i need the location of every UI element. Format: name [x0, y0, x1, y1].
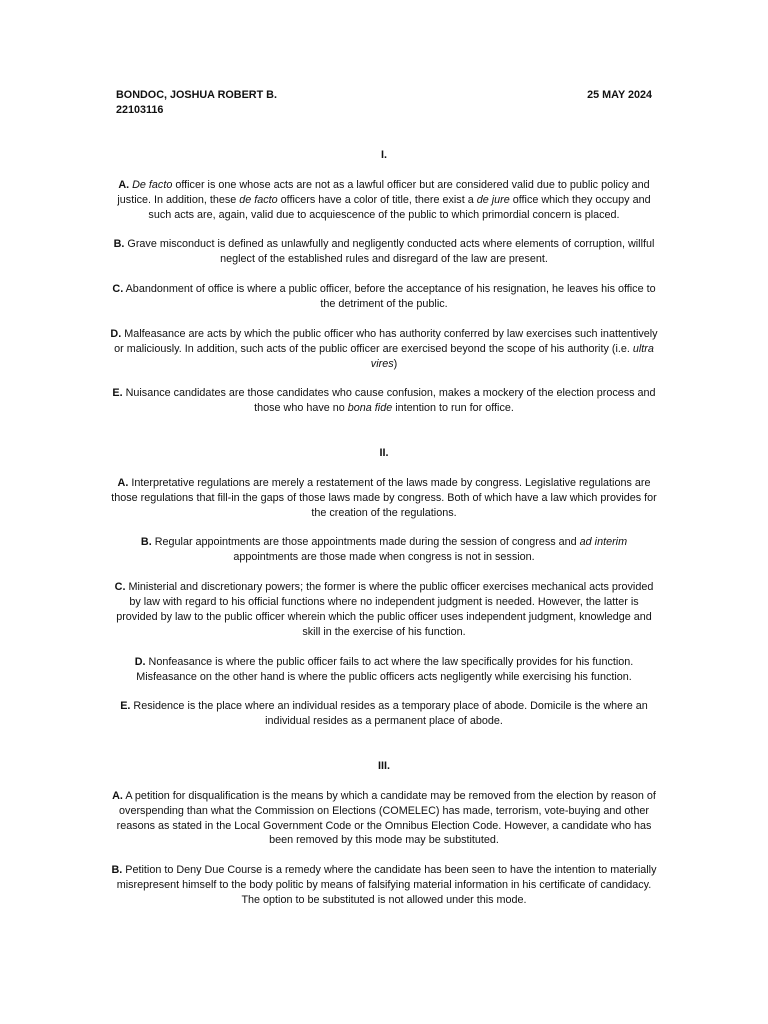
document-body	[110, 148, 658, 923]
paragraph-text: Petition to Deny Due Course is a remedy where the candidate has been seen to have the intention to materially misrepresent himself to the body politic by means of falsifying material information in his certificate of candidacy. The option to be substituted is not allowed under this mode.	[116, 864, 657, 907]
paragraph-text: Regular appointments are those appointments made during the session of congress and	[151, 536, 580, 549]
section-heading: I.	[381, 149, 387, 161]
paragraph-text: Nonfeasance is where the public officer fails to act where the law specifically provides for his function. Misfeasance on the other hand is where the public officers acts negligently while exercising his function.	[136, 655, 634, 683]
italic-term: de jure	[476, 193, 510, 206]
paragraph-text: Abandonment of office is where a public officer, before the acceptance of his resignation, he leaves his office to the detriment of the public.	[123, 283, 656, 311]
paragraph-text: office which they occupy and such acts are, again, valid due to acquiescence of the public to which primordial concern is placed.	[148, 193, 651, 221]
italic-term: de facto	[239, 193, 278, 206]
item-letter: E.	[120, 700, 131, 713]
item-letter: C.	[114, 581, 126, 594]
paragraph-text: Grave misconduct is defined as unlawfully and negligently conducted acts where elements of corruption, willful neglect of the established rules and disregard of the law are present.	[124, 238, 655, 266]
student-id: 22103116	[116, 104, 164, 116]
paragraph-text: officers have a color of title, there exist a	[277, 193, 477, 206]
answer-paragraph	[110, 789, 658, 849]
paragraph-text: Malfeasance are acts by which the public officer who has authority conferred by law exercises such inattentively or maliciously. In addition, such acts of the public officer are exercised beyond the scope of his authority (i.e.	[114, 327, 658, 355]
item-letter: C.	[112, 283, 124, 296]
author-name: BONDOC, JOSHUA ROBERT B.	[116, 89, 277, 101]
answer-paragraph	[110, 386, 658, 416]
italic-term: ultra vires	[370, 342, 654, 370]
answer-paragraph	[110, 863, 658, 908]
paragraph-text: Ministerial and discretionary powers; the former is where the public officer exercises mechanical acts provided by law with regard to his official functions where no independent judgment is needed. However, the latter is provided by law to the public officer wherein which the public officer uses independent judgment, knowledge and skill in the exercise of his function.	[116, 581, 654, 638]
section-heading: III.	[378, 759, 390, 772]
paragraph-text: )	[393, 357, 398, 370]
paragraph-text: Nuisance candidates are those candidates who cause confusion, makes a mockery of the election process and those who have no	[122, 387, 656, 415]
answer-paragraph	[110, 699, 658, 729]
answer-paragraph	[110, 282, 658, 312]
paragraph-text: appointments are those made when congress is not in session.	[233, 551, 535, 564]
paragraph-text: A petition for disqualification is the means by which a candidate may be removed from the election by reason of overspending than what the Commission on Elections (COMELEC) has made, terrorism, vote-buying and other reasons as stated in the Local Government Code or the Omnibus Election Code. However, a candidate who has been removed by this mode may be substituted.	[116, 789, 656, 847]
header-row	[116, 88, 652, 103]
item-letter: D.	[110, 327, 122, 340]
italic-term: bona fide	[347, 402, 393, 415]
section	[110, 446, 658, 759]
section-spacer	[110, 431, 658, 446]
answer-paragraph	[110, 655, 658, 685]
section-spacer	[110, 744, 658, 759]
item-letter: B.	[113, 238, 125, 251]
italic-term: De facto	[132, 178, 173, 191]
document-date: 25 MAY 2024	[587, 89, 652, 101]
italic-term: ad interim	[579, 536, 628, 549]
answer-paragraph	[110, 580, 658, 640]
paragraph-text: Residence is the place where an individual resides as a temporary place of abode. Domicile is the where an individual resides as a permanent place of abode.	[130, 700, 648, 728]
document-header	[116, 88, 652, 118]
item-letter: E.	[112, 387, 123, 400]
answer-paragraph	[110, 327, 658, 372]
item-letter: B.	[111, 864, 123, 877]
section-heading: II.	[379, 447, 389, 460]
section	[110, 759, 658, 908]
section	[110, 148, 658, 446]
paragraph-text: intention to run for office.	[392, 402, 514, 415]
paragraph-text: officer is one whose acts are not as a lawful officer but are considered valid due to public policy and justice. In addition, these	[117, 178, 650, 206]
item-letter: D.	[134, 655, 146, 668]
answer-paragraph	[110, 237, 658, 267]
item-letter: A.	[118, 178, 130, 191]
paragraph-text: Interpretative regulations are merely a restatement of the laws made by congress. Legislative regulations are those regulations that fill-in the gaps of those laws made by congress. Both of which have a law which provides for the creation of the regulations.	[111, 476, 657, 519]
item-letter: B.	[140, 536, 152, 549]
item-letter: A.	[117, 476, 129, 489]
answer-paragraph	[110, 476, 658, 521]
answer-paragraph	[110, 178, 658, 223]
item-letter: A.	[112, 789, 123, 802]
answer-paragraph	[110, 535, 658, 565]
